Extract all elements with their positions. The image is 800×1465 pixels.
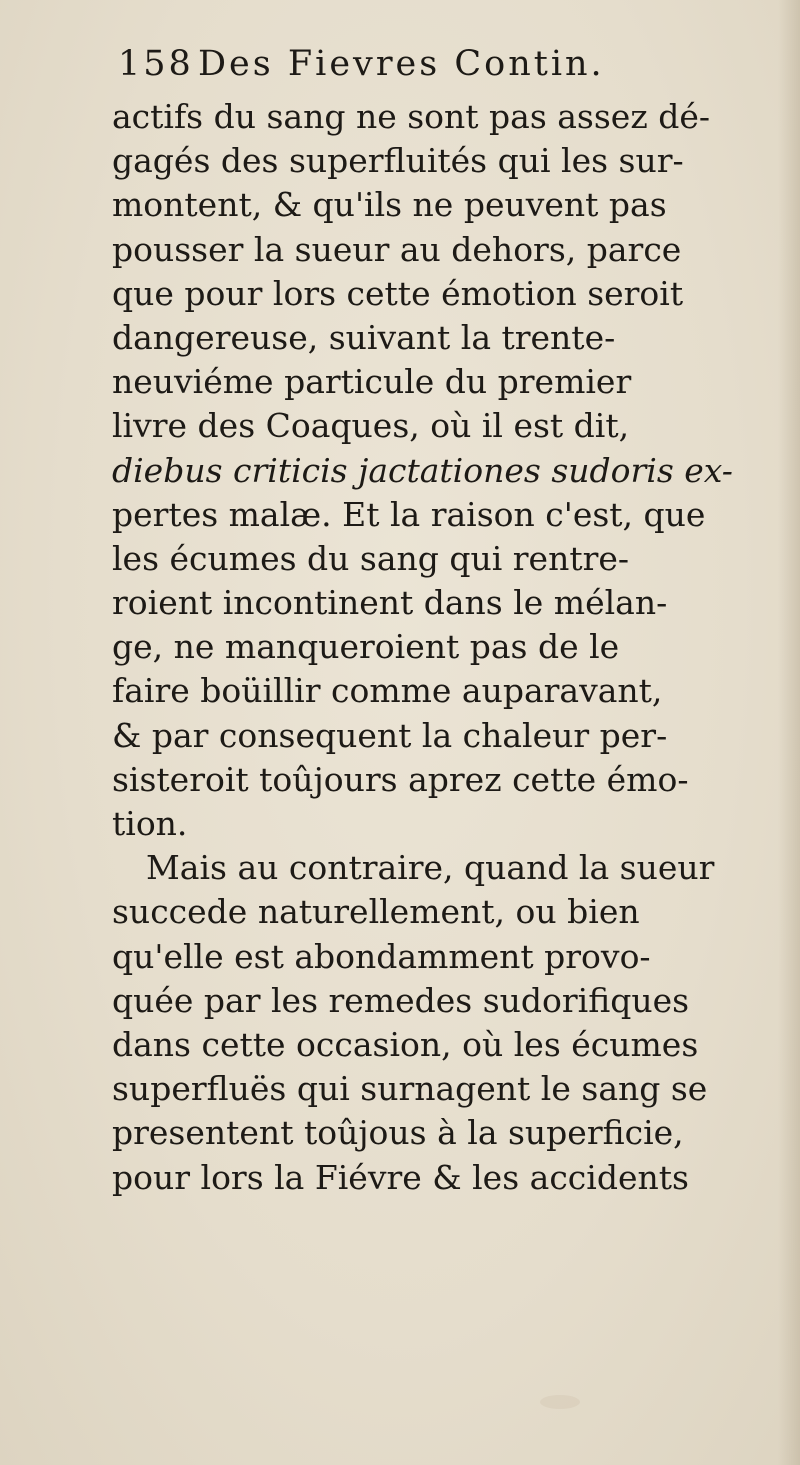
text-line: qu'elle est abondamment provo- bbox=[112, 936, 651, 976]
text-line: pousser la sueur au dehors, parce bbox=[112, 229, 682, 269]
text-line: pertes malæ. Et la raison c'est, que bbox=[112, 494, 706, 534]
running-title: Des Fievres Contin. bbox=[198, 44, 605, 84]
page-number: 158 bbox=[118, 44, 194, 84]
text-line: sisteroit toûjours aprez cette émo- bbox=[112, 759, 689, 799]
body-text bbox=[112, 95, 792, 1200]
text-line: les écumes du sang qui rentre- bbox=[112, 538, 630, 578]
text-line: succede naturellement, ou bien bbox=[112, 892, 640, 932]
text-line: gagés des superfluités qui les sur- bbox=[112, 141, 684, 181]
text-line: & par consequent la chaleur per- bbox=[112, 715, 668, 755]
latin-quote-line: diebus criticis jactationes sudoris ex- bbox=[112, 450, 733, 490]
running-header bbox=[118, 44, 718, 100]
text-line: montent, & qu'ils ne peuvent pas bbox=[112, 185, 667, 225]
text-line: pour lors la Fiévre & les accidents bbox=[112, 1157, 689, 1197]
text-line: presentent toûjous à la superficie, bbox=[112, 1113, 684, 1153]
text-line: dangereuse, suivant la trente- bbox=[112, 317, 616, 357]
text-line: actifs du sang ne sont pas assez dé- bbox=[112, 97, 711, 136]
text-line: livre des Coaques, où il est dit, bbox=[112, 406, 630, 446]
text-line: neuviéme particule du premier bbox=[112, 362, 632, 402]
text-line: que pour lors cette émotion seroit bbox=[112, 273, 684, 313]
text-line: superfluës qui surnagent le sang se bbox=[112, 1069, 708, 1109]
text-line: roient incontinent dans le mélan- bbox=[112, 583, 668, 623]
text-line: dans cette occasion, où les écumes bbox=[112, 1024, 699, 1064]
paper-stain bbox=[540, 1395, 580, 1409]
paragraph-start-line: Mais au contraire, quand la sueur bbox=[146, 848, 715, 888]
text-line: quée par les remedes sudorifiques bbox=[112, 980, 690, 1020]
text-line: tion. bbox=[112, 804, 188, 843]
text-line: ge, ne manqueroient pas de le bbox=[112, 627, 620, 667]
text-line: faire boüillir comme auparavant, bbox=[112, 671, 663, 711]
